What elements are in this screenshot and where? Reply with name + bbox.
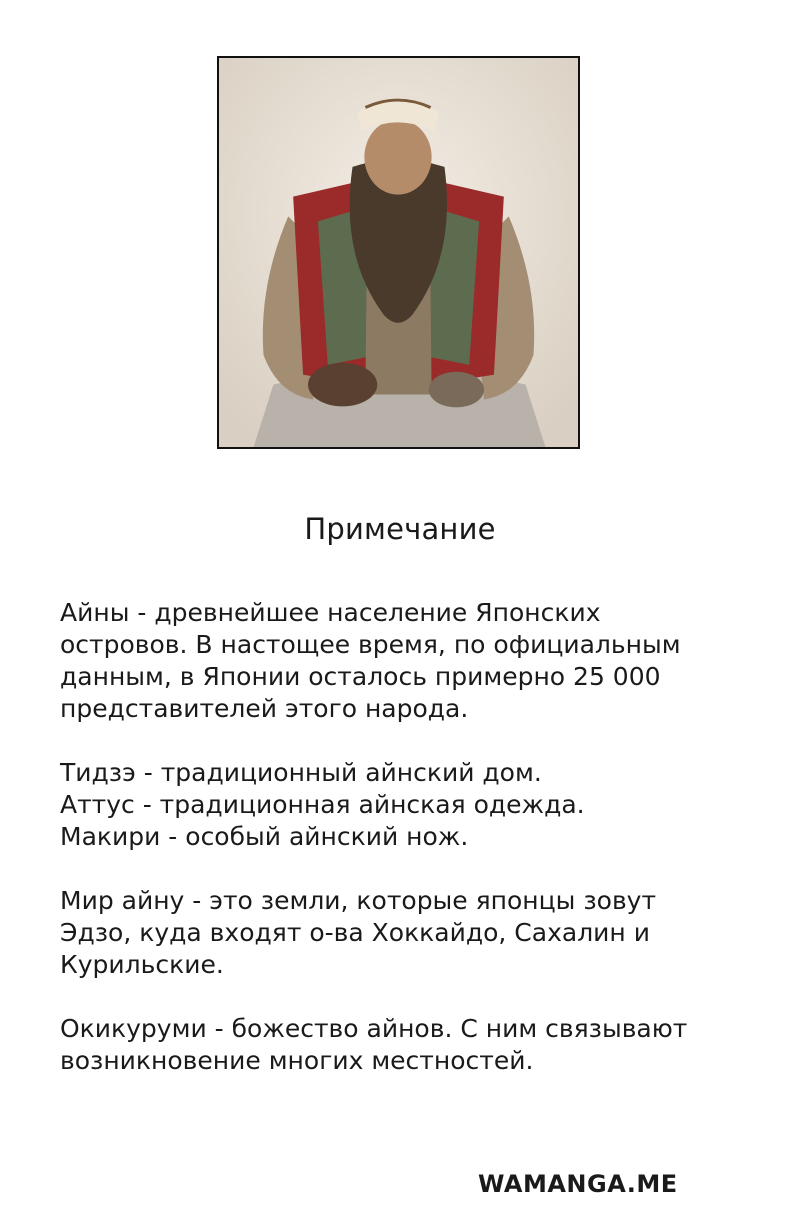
ainu-man-illustration: [219, 58, 578, 447]
page-title: Примечание: [304, 512, 496, 546]
text-line: Окикуруми - божество айнов. С ним связывают: [60, 1014, 688, 1043]
text-line: Макири - особый айнский нож.: [60, 822, 469, 851]
text-line: Мир айну - это земли, которые японцы зовут: [60, 886, 657, 915]
text-line: Аттус - традиционная айнская одежда.: [60, 790, 585, 819]
text-line: возникновение многих местностей.: [60, 1046, 534, 1075]
text-line: Курильские.: [60, 950, 224, 979]
text-line: Тидзэ - традиционный айнский дом.: [60, 758, 542, 787]
note-ainu: [60, 597, 760, 725]
note-ainu-world: [60, 885, 760, 981]
note-terms: [60, 757, 760, 853]
text-line: Эдзо, куда входят о-ва Хоккайдо, Сахалин и: [60, 918, 650, 947]
ainu-photo: [217, 56, 580, 449]
notes-body: [60, 597, 760, 1077]
text-line: представителей этого народа.: [60, 694, 469, 723]
text-line: островов. В настощее время, по официальным: [60, 630, 681, 659]
text-line: данным, в Японии осталось примерно 25 000: [60, 662, 661, 691]
note-okikurumi: [60, 1013, 760, 1077]
watermark: WAMANGA.ME: [478, 1170, 678, 1198]
text-line: Айны - древнейшее население Японских: [60, 598, 601, 627]
